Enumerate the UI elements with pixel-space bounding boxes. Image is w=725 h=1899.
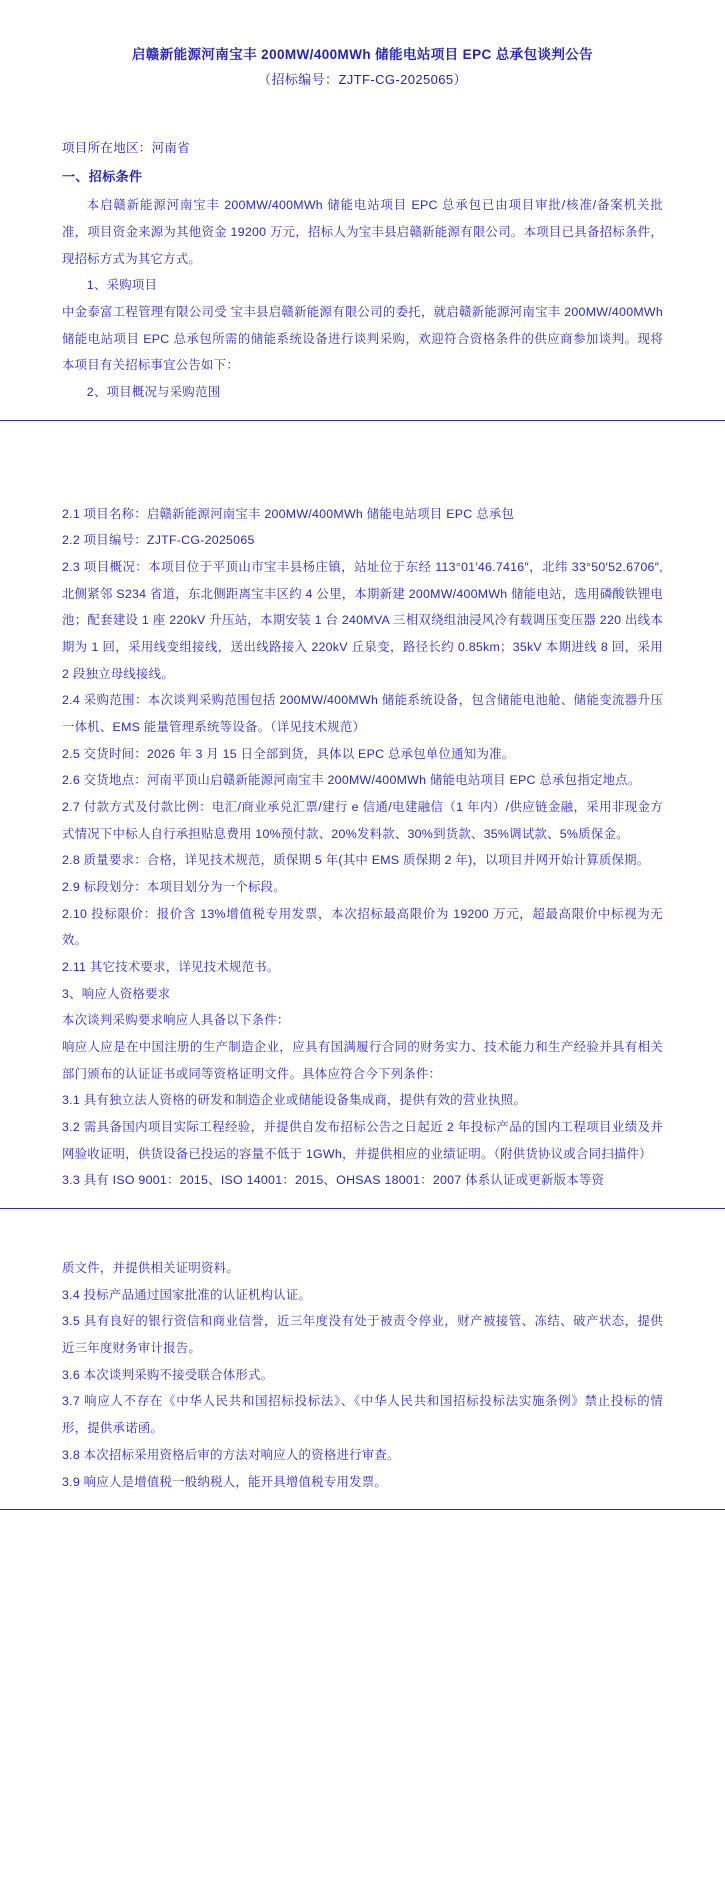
clause: 2.2 项目编号：ZJTF-CG-2025065 <box>62 533 255 548</box>
item3-paragraph: 响应人应是在中国注册的生产制造企业，应具有国满履行合同的财务实力、技术能力和生产经验并具有相关部门颁布的认证证书或同等资格证明文件。具体应符合今下列条件： <box>62 1040 663 1081</box>
clause-partial-start: 3.3 具有 ISO 9001：2015、ISO 14001：2015、OHSAS 18001：2007 体系认证或更新版本等资 <box>62 1173 605 1188</box>
page-title: 启赣新能源河南宝丰 200MW/400MWh 储能电站项目 EPC 总承包谈判公告 <box>131 47 594 62</box>
page-divider-3 <box>0 1509 725 1510</box>
clause: 2.11 其它技术要求，详见技术规范书。 <box>62 960 280 975</box>
clause: 2.5 交货时间：2026 年 3 月 15 日全部到货，具体以 EPC 总承包单位通知为准。 <box>62 746 515 761</box>
clause: 2.8 质量要求：合格，详见技术规范，质保期 5 年(其中 EMS 质保期 2 年)，以项目并网开始计算质保期。 <box>62 853 650 868</box>
section-heading-1: 一、招标条件 <box>62 169 143 185</box>
item1-paragraph: 中金泰富工程管理有限公司受 宝丰县启赣新能源有限公司的委托，就启赣新能源河南宝丰 200MW/400MWh 储能电站项目 EPC 总承包所需的储能系统设备进行谈判采购，欢迎符合资格条件的供应商参加谈判。现将本项目有关招标事宜公告如下： <box>62 304 663 373</box>
clause: 3.6 本次谈判采购不接受联合体形式。 <box>62 1367 274 1382</box>
page-gap-1 <box>0 421 725 439</box>
clause: 3.7 响应人不存在《中华人民共和国招标投标法》、《中华人民共和国招标投标法实施条例》禁止投标的情形，提供承诺函。 <box>62 1394 663 1436</box>
qualification-section <box>0 1227 725 1509</box>
document-header <box>0 0 725 420</box>
clause: 3.8 本次招标采用资格后审的方法对响应人的资格进行审查。 <box>62 1447 400 1462</box>
item2-heading: 2、项目概况与采购范围 <box>86 384 221 399</box>
clause: 3.4 投标产品通过国家批准的认证机构认证。 <box>62 1287 312 1302</box>
clause: 2.6 交货地点：河南平顶山启赣新能源河南宝丰 200MW/400MWh 储能电站项目 EPC 总承包指定地点。 <box>62 773 641 788</box>
clause: 2.9 标段划分：本项目划分为一个标段。 <box>62 880 286 895</box>
clause: 2.3 项目概况：本项目位于平顶山市宝丰县杨庄镇，站址位于东经 113°01′46.7416″，北纬 33°50′52.6706″,北侧紧邻 S234 省道，东北侧距离宝丰区约 4 公里，本期新建 200MW/400MWh 储能电站，选用磷酸铁锂电池；配套建设 1 座 220kV 升压站，本期安装 1 台 240MVA 三相双绕组油浸风冷有载调压变压器 220 出线本期为 1 回，采用线变组接线，送出线路接入 220kV 丘泉变，路径长约 0.85km；35kV 本期进线 8 回，采用 2 段独立母线接线。 <box>62 560 663 681</box>
item1-heading: 1、采购项目 <box>86 278 158 293</box>
clause: 2.1 项目名称：启赣新能源河南宝丰 200MW/400MWh 储能电站项目 EPC 总承包 <box>62 506 515 521</box>
section1-paragraph: 本启赣新能源河南宝丰 200MW/400MWh 储能电站项目 EPC 总承包已由项目审批/核准/备案机关批准，项目资金来源为其他资金 19200 万元，招标人为宝丰县启赣新能源有限公司。本项目已具备招标条件，现招标方式为其它方式。 <box>62 198 663 266</box>
clause: 3.2 需具备国内项目实际工程经验，并提供自发布招标公告之日起近 2 年投标产品的国内工程项目业绩及并网验收证明，供货设备已投运的容量不低于 1GWh，并提供相应的业绩证明。（附供货协议或合同扫描件） <box>62 1120 663 1161</box>
clause: 2.7 付款方式及付款比例：电汇/商业承兑汇票/建行 e 信通/电建融信（1 年内）/供应链金融，采用非现金方式情况下中标人自行承担贴息费用 10%预付款、20%发料款、30%到货款、35%调试款、5%质保金。 <box>62 800 663 841</box>
clause: 3.9 响应人是增值税一般纳税人，能开具增值税专用发票。 <box>62 1474 388 1489</box>
item3-heading: 3、响应人资格要求 <box>62 986 171 1001</box>
tender-number: （招标编号：ZJTF-CG-2025065） <box>258 71 467 87</box>
clause: 2.10 投标限价：报价含 13%增值税专用发票，本次招标最高限价为 19200 万元，超最高限价中标视为无效。 <box>62 906 663 948</box>
item3-intro: 本次谈判采购要求响应人具备以下条件： <box>62 1013 290 1028</box>
procurement-scope-section <box>0 439 725 1208</box>
clause-partial-end: 质文件，并提供相关证明资料。 <box>62 1261 239 1276</box>
clause: 3.1 具有独立法人资格的研发和制造企业或储能设备集成商，提供有效的营业执照。 <box>62 1093 527 1108</box>
clause: 2.4 采购范围：本次谈判采购范围包括 200MW/400MWh 储能系统设备，包含储能电池舱、储能变流器升压一体机、EMS 能量管理系统等设备。（详见技术规范） <box>62 693 663 735</box>
clause: 3.5 具有良好的银行资信和商业信誉，近三年度没有处于被责令停业，财产被接管、冻结、破产状态，提供近三年度财务审计报告。 <box>62 1314 663 1356</box>
page-gap-2 <box>0 1209 725 1227</box>
project-location: 项目所在地区：河南省 <box>62 140 191 155</box>
